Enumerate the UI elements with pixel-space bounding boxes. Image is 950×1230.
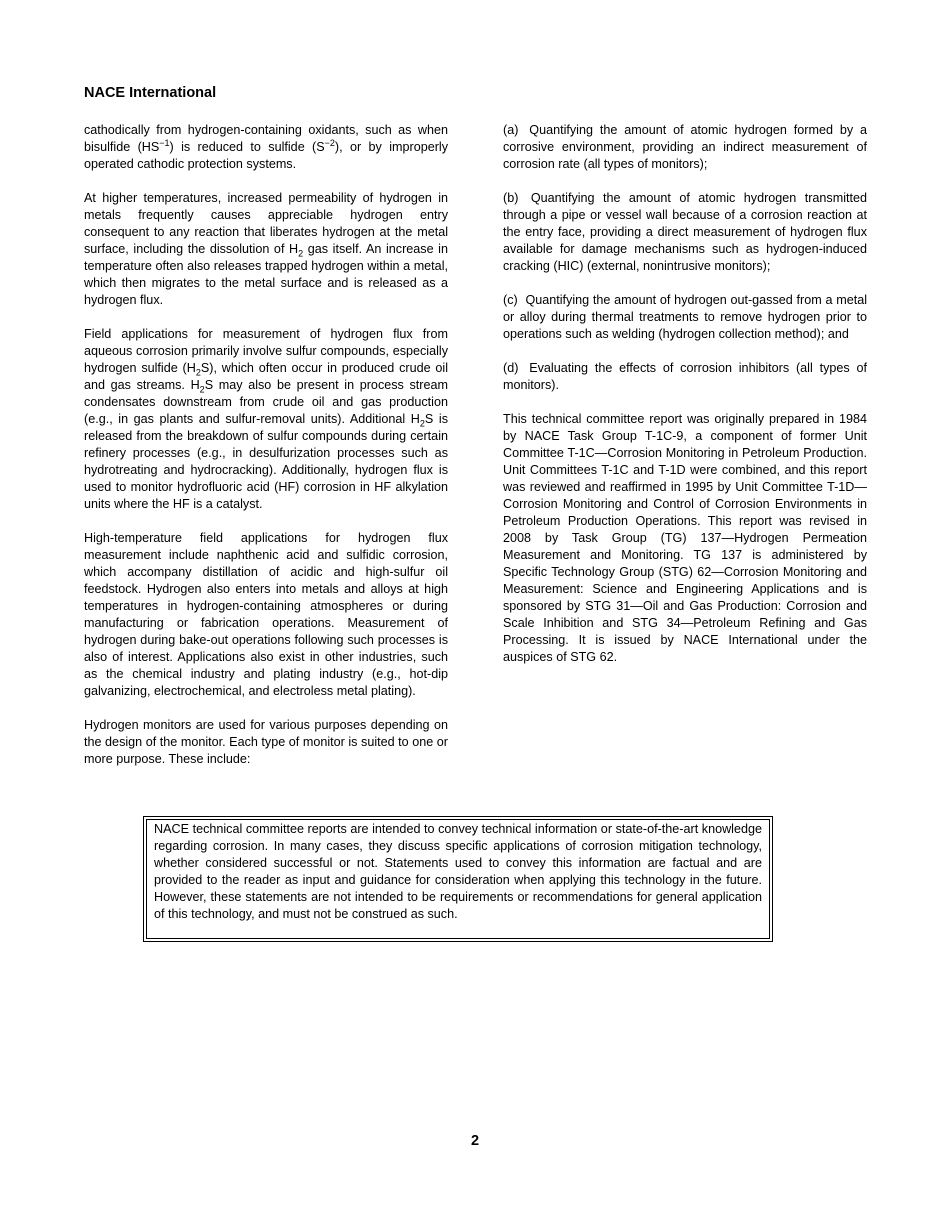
list-item-c bbox=[503, 292, 867, 343]
paragraph-higher-temperatures: At higher temperatures, increased permeability of hydrogen in metals frequently causes appreciable hydrogen entry consequent to any reaction that liberates hydrogen at the metal surface, including the dissolution of $H_2$ gas itself. An increase in temperature often also releases trapped hydrogen within a metal, which then migrates to the metal surface and is released as a hydrogen flux. bbox=[84, 191, 448, 307]
paragraph-hydrogen-monitors: Hydrogen monitors are used for various purposes depending on the design of the monitor. Each type of monitor is suited to one or more purpose. These include: bbox=[84, 718, 448, 766]
list-item-label: (c) bbox=[503, 293, 518, 307]
list-item-label: (a) bbox=[503, 123, 519, 137]
left-column bbox=[84, 122, 448, 768]
list-item-text: Quantifying the amount of atomic hydrogen formed by a corrosive environment, providing an indirect measurement of corrosion rate (all types of monitors); bbox=[503, 123, 868, 171]
notice-box bbox=[143, 816, 773, 942]
list-item-d bbox=[503, 360, 867, 394]
list-item-a bbox=[503, 122, 867, 173]
list-item-text: Evaluating the effects of corrosion inhibitors (all types of monitors). bbox=[503, 361, 867, 392]
list-item-text: Quantifying the amount of hydrogen out-gassed from a metal or alloy during thermal treatments to remove hydrogen prior to operations such as welding (hydrogen collection method); and bbox=[503, 293, 868, 341]
page-number: 2 bbox=[470, 1133, 480, 1149]
list-item-b bbox=[503, 190, 867, 275]
notice-text: NACE technical committee reports are intended to convey technical information or state-of-the-art knowledge regarding corrosion. In many cases, they discuss specific applications of corrosion mitigation technology, whether considered successful or not. Statements used to convey this information are factual and are provided to the reader as input and guidance for consideration when applying this technology in the future. However, these statements are not intended to be requirements or recommendations for general application of this technology, and must not be construed as such. bbox=[146, 819, 770, 939]
paragraph-field-applications: Field applications for measurement of hydrogen flux from aqueous corrosion primarily involve sulfur compounds, especially hydrogen sulfide $(H_2S)$, which often occur in produced crude oil and gas streams. $H_2S$ may also be present in process stream condensates downstream from crude oil and gas production (e.g., in gas plants and sulfur-removal units). Additional $H_2S$ is released from the breakdown of sulfur compounds during certain refinery processes (e.g., in desulfurization processes such as hydrotreating and hydrocracking). Additionally, hydrogen flux is used to monitor hydrofluoric acid (HF) corrosion in HF alkylation units where the HF is a catalyst. bbox=[84, 327, 448, 511]
list-item-text: Quantifying the amount of atomic hydrogen transmitted through a pipe or vessel wall because of a corrosion reaction at the entry face, providing a direct measurement of hydrogen flux available for damage mechanisms such as hydrogen-induced cracking (HIC) (external, nonintrusive monitors); bbox=[503, 191, 868, 273]
paragraph-high-temperature-applications: High-temperature field applications for hydrogen flux measurement include naphthenic acid and sulfidic corrosion, which accompany distillation of acidic and high-sulfur oil feedstock. Hydrogen also enters into metals and alloys at high temperatures in hydrogen-containing atmospheres or during manufacturing or fabrication operations. Measurement of hydrogen during bake-out operations following such processes is also of interest. Applications also exist in other industries, such as the chemical industry and plating industry (e.g., hot-dip galvanizing, electrochemical, and electroless metal plating). bbox=[84, 531, 448, 698]
paragraph-report-history: This technical committee report was originally prepared in 1984 by NACE Task Group T-1C-9, a component of former Unit Committee T-1C—Corrosion Monitoring in Petroleum Production. Unit Committees T-1C and T-1D were combined, and this report was reviewed and reaffirmed in 1995 by Unit Committee T-1D—Corrosion Monitoring and Control of Corrosion Environments in Petroleum Production Operations. This report was revised in 2008 by Task Group (TG) 137—Hydrogen Permeation Measurement and Monitoring. TG 137 is administered by Specific Technology Group (STG) 62—Corrosion Monitoring and Measurement: Science and Engineering Applications and is sponsored by STG 31—Oil and Gas Production: Corrosion and Scale Inhibition and STG 34—Petroleum Refining and Gas Processing. It is issued by NACE International under the auspices of STG 62. bbox=[503, 412, 867, 664]
list-item-label: (d) bbox=[503, 361, 519, 375]
paragraph-cathodic-oxidants: cathodically from hydrogen-containing oxidants, such as when bisulfide $(HS^{-1})$ is reduced to sulfide $(S^{-2})$, or by improperly operated cathodic protection systems. bbox=[84, 123, 448, 171]
list-item-label: (b) bbox=[503, 191, 519, 205]
right-column bbox=[503, 122, 867, 666]
page-header: NACE International bbox=[84, 85, 217, 101]
